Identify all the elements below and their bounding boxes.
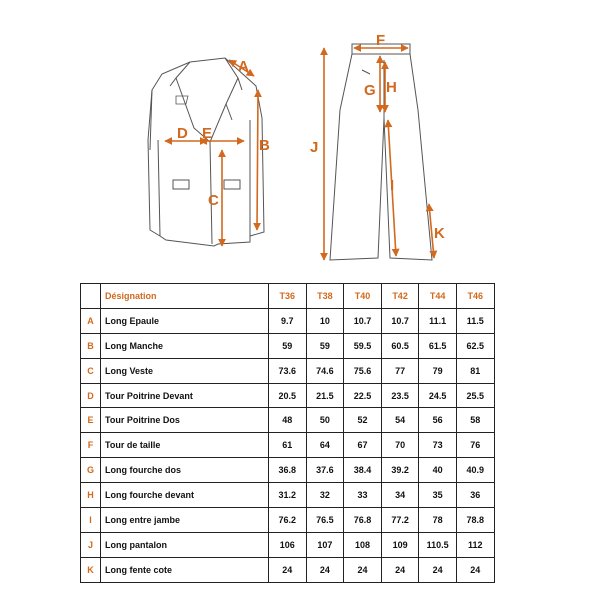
measure-label-b: B <box>259 137 270 154</box>
table-row <box>81 308 495 333</box>
measure-label-h: H <box>386 79 397 96</box>
measure-label-k: K <box>434 225 445 242</box>
row-designation: Long fente cote <box>101 557 269 582</box>
row-value: 59.5 <box>344 333 382 358</box>
row-designation: Long Veste <box>101 358 269 383</box>
table-row <box>81 408 495 433</box>
row-value: 79 <box>419 358 457 383</box>
row-value: 74.6 <box>306 358 344 383</box>
row-designation: Long fourche devant <box>101 483 269 508</box>
row-value: 60.5 <box>381 333 419 358</box>
row-value: 9.7 <box>269 308 307 333</box>
row-value: 110.5 <box>419 532 457 557</box>
row-value: 78 <box>419 508 457 533</box>
row-letter: A <box>81 308 101 333</box>
row-value: 81 <box>456 358 494 383</box>
row-value: 108 <box>344 532 382 557</box>
row-value: 36 <box>456 483 494 508</box>
jacket-illustration <box>148 58 264 246</box>
row-value: 76 <box>456 433 494 458</box>
table-row <box>81 532 495 557</box>
row-value: 10 <box>306 308 344 333</box>
table-row <box>81 358 495 383</box>
row-value: 48 <box>269 408 307 433</box>
row-value: 59 <box>269 333 307 358</box>
table-row <box>81 383 495 408</box>
row-designation: Tour Poitrine Devant <box>101 383 269 408</box>
row-designation: Tour de taille <box>101 433 269 458</box>
table-row <box>81 508 495 533</box>
header-size: T44 <box>419 284 457 309</box>
row-value: 62.5 <box>456 333 494 358</box>
row-value: 67 <box>344 433 382 458</box>
row-value: 33 <box>344 483 382 508</box>
measure-label-j: J <box>310 139 319 156</box>
row-value: 10.7 <box>381 308 419 333</box>
row-value: 70 <box>381 433 419 458</box>
row-value: 76.5 <box>306 508 344 533</box>
row-value: 35 <box>419 483 457 508</box>
row-letter: D <box>81 383 101 408</box>
row-value: 37.6 <box>306 458 344 483</box>
row-value: 25.5 <box>456 383 494 408</box>
measure-label-f: F <box>376 32 386 49</box>
row-letter: J <box>81 532 101 557</box>
row-value: 58 <box>456 408 494 433</box>
row-value: 31.2 <box>269 483 307 508</box>
row-value: 24 <box>344 557 382 582</box>
header-letter-cell <box>81 284 101 309</box>
row-designation: Long fourche dos <box>101 458 269 483</box>
header-size: T38 <box>306 284 344 309</box>
row-value: 76.8 <box>344 508 382 533</box>
row-value: 56 <box>419 408 457 433</box>
row-value: 40.9 <box>456 458 494 483</box>
row-value: 11.5 <box>456 308 494 333</box>
row-value: 109 <box>381 532 419 557</box>
row-value: 112 <box>456 532 494 557</box>
row-designation: Long Epaule <box>101 308 269 333</box>
row-value: 34 <box>381 483 419 508</box>
header-size: T42 <box>381 284 419 309</box>
row-letter: C <box>81 358 101 383</box>
row-letter: H <box>81 483 101 508</box>
row-value: 24 <box>419 557 457 582</box>
row-letter: I <box>81 508 101 533</box>
row-value: 77 <box>381 358 419 383</box>
row-value: 36.8 <box>269 458 307 483</box>
row-value: 50 <box>306 408 344 433</box>
row-value: 64 <box>306 433 344 458</box>
row-value: 61 <box>269 433 307 458</box>
row-value: 77.2 <box>381 508 419 533</box>
measure-label-a: A <box>238 58 249 75</box>
row-letter: G <box>81 458 101 483</box>
row-letter: E <box>81 408 101 433</box>
row-value: 23.5 <box>381 383 419 408</box>
row-value: 24 <box>269 557 307 582</box>
row-value: 38.4 <box>344 458 382 483</box>
row-value: 78.8 <box>456 508 494 533</box>
row-value: 54 <box>381 408 419 433</box>
row-value: 39.2 <box>381 458 419 483</box>
trousers-illustration <box>330 44 432 260</box>
measure-label-e: E <box>202 125 213 142</box>
size-chart-table <box>80 283 495 583</box>
header-size: T36 <box>269 284 307 309</box>
row-value: 61.5 <box>419 333 457 358</box>
row-value: 20.5 <box>269 383 307 408</box>
row-value: 107 <box>306 532 344 557</box>
row-value: 24 <box>306 557 344 582</box>
row-value: 73.6 <box>269 358 307 383</box>
table-header-row <box>81 284 495 309</box>
row-value: 24 <box>381 557 419 582</box>
garment-diagram <box>0 0 600 280</box>
row-value: 21.5 <box>306 383 344 408</box>
row-value: 22.5 <box>344 383 382 408</box>
row-value: 11.1 <box>419 308 457 333</box>
header-size: T46 <box>456 284 494 309</box>
row-designation: Long Manche <box>101 333 269 358</box>
row-value: 24.5 <box>419 383 457 408</box>
row-value: 75.6 <box>344 358 382 383</box>
header-size: T40 <box>344 284 382 309</box>
row-letter: K <box>81 557 101 582</box>
row-value: 52 <box>344 408 382 433</box>
row-value: 106 <box>269 532 307 557</box>
table-row <box>81 557 495 582</box>
table-row <box>81 458 495 483</box>
row-value: 73 <box>419 433 457 458</box>
table-row <box>81 333 495 358</box>
row-value: 40 <box>419 458 457 483</box>
row-designation: Long entre jambe <box>101 508 269 533</box>
measure-label-d: D <box>177 125 188 142</box>
measure-label-i: I <box>390 177 395 194</box>
row-letter: F <box>81 433 101 458</box>
measure-label-g: G <box>364 82 376 99</box>
row-value: 10.7 <box>344 308 382 333</box>
row-value: 76.2 <box>269 508 307 533</box>
row-value: 32 <box>306 483 344 508</box>
row-designation: Tour Poitrine Dos <box>101 408 269 433</box>
row-designation: Long pantalon <box>101 532 269 557</box>
row-letter: B <box>81 333 101 358</box>
row-value: 59 <box>306 333 344 358</box>
header-designation: Désignation <box>101 284 269 309</box>
row-value: 24 <box>456 557 494 582</box>
table-row <box>81 433 495 458</box>
measure-label-c: C <box>208 192 219 209</box>
table-row <box>81 483 495 508</box>
